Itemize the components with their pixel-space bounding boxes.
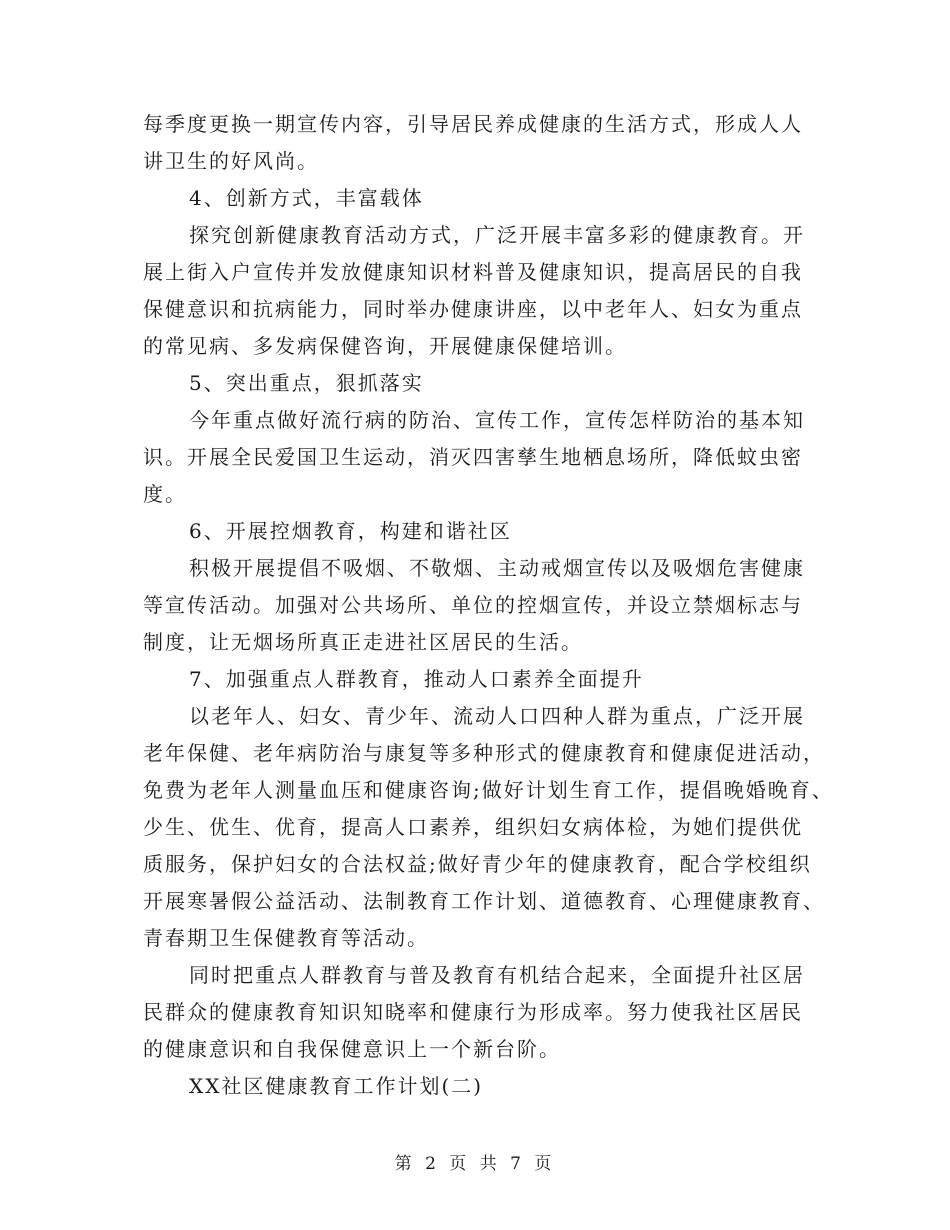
page-number-footer: 第 2 页 共 7 页	[394, 1154, 556, 1174]
body-text-line: 度。	[143, 482, 187, 506]
body-text-line: 青春期卫生保健教育等活动。	[143, 926, 429, 950]
section-heading: 7、加强重点人群教育，推动人口素养全面提升	[189, 667, 644, 691]
body-text-line: 质服务，保护妇女的合法权益;做好青少年的健康教育，配合学校组织	[143, 852, 812, 876]
body-text-line: 免费为老年人测量血压和健康咨询;做好计划生育工作，提倡晚婚晚育、	[143, 778, 834, 802]
body-text-line: 今年重点做好流行病的防治、宣传工作，宣传怎样防治的基本知	[189, 408, 805, 432]
body-text-line: 开展寒暑假公益活动、法制教育工作计划、道德教育、心理健康教育、	[143, 889, 825, 913]
body-text-line: 每季度更换一期宣传内容，引导居民养成健康的生活方式，形成人人	[143, 112, 803, 136]
section-heading: 4、创新方式，丰富载体	[189, 186, 424, 210]
body-text-line: 制度，让无烟场所真正走进社区居民的生活。	[143, 630, 583, 654]
body-text-line: 少生、优生、优育，提高人口素养，组织妇女病体检，为她们提供优	[143, 815, 803, 839]
body-text-line: 同时把重点人群教育与普及教育有机结合起来，全面提升社区居	[189, 963, 805, 987]
section-heading: XX社区健康教育工作计划(二)	[189, 1074, 484, 1098]
body-text-line: 积极开展提倡不吸烟、不敬烟、主动戒烟宣传以及吸烟危害健康	[189, 556, 805, 580]
body-text-line: 讲卫生的好风尚。	[143, 149, 319, 173]
section-heading: 6、开展控烟教育，构建和谐社区	[189, 519, 512, 543]
body-text-line: 保健意识和抗病能力，同时举办健康讲座，以中老年人、妇女为重点	[143, 297, 803, 321]
body-text-line: 探究创新健康教育活动方式，广泛开展丰富多彩的健康教育。开	[189, 223, 805, 247]
section-heading: 5、突出重点，狠抓落实	[189, 371, 424, 395]
body-text-line: 的健康意识和自我保健意识上一个新台阶。	[143, 1037, 561, 1061]
body-text-line: 民群众的健康教育知识知晓率和健康行为形成率。努力使我社区居民	[143, 1000, 803, 1024]
body-text-line: 等宣传活动。加强对公共场所、单位的控烟宣传，并设立禁烟标志与	[143, 593, 803, 617]
body-text-line: 老年保健、老年病防治与康复等多种形式的健康教育和健康促进活动，	[143, 741, 825, 765]
body-text-line: 展上街入户宣传并发放健康知识材料普及健康知识，提高居民的自我	[143, 260, 803, 284]
body-text-line: 的常见病、多发病保健咨询，开展健康保健培训。	[143, 334, 627, 358]
body-text-line: 识。开展全民爱国卫生运动，消灭四害孳生地栖息场所，降低蚊虫密	[143, 445, 803, 469]
body-text-line: 以老年人、妇女、青少年、流动人口四种人群为重点，广泛开展	[189, 704, 805, 728]
